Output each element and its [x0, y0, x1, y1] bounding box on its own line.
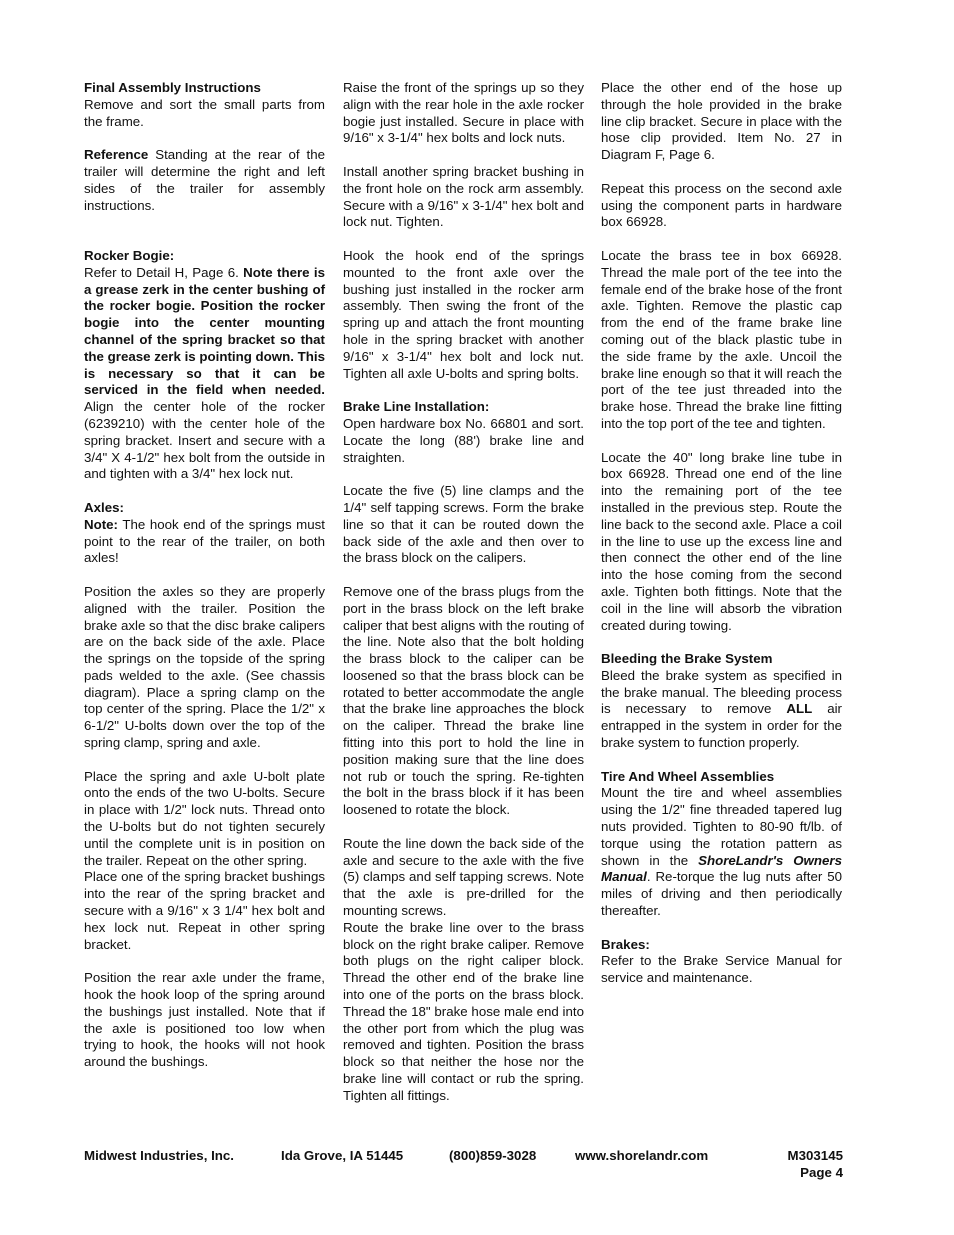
- rocker-bogie-note: Note there is a grease zerk in the center bushing of the rocker bogie. Position the rocker bogie into the center mounting channel of the spring bracket so that the grease zerk is pointing down. This is necessary so that it can be serviced in the field when needed.: [84, 264, 325, 398]
- brake-tube-paragraph: Locate the 40" long brake line tube in box 66928. Thread one end of the line into the remaining port of the tee installed in the previous step. Route the line back to the second axle. Place a coil in the line to use up the excess line and then connect the other end of the line into the hose coming from the second axle. Tighten both fittings. Note that the coil in the line will absorb the vibration created during towing.: [601, 449, 842, 633]
- rocker-bogie-section: [84, 248, 325, 483]
- tire-wheel-text-a: Mount the tire and wheel assemblies using the 1/2" fine threaded tapered lug nuts provided. Tighten to 80-90 ft/lb. of torque using the rotation pattern as shown in the: [601, 785, 842, 868]
- footer-company: Midwest Industries, Inc.: [84, 1148, 234, 1163]
- axles-note: The hook end of the springs must point to the rear of the trailer, on both axles!: [84, 516, 325, 566]
- brake-line-heading: Brake Line Installation:: [343, 399, 490, 415]
- footer-city: Ida Grove, IA 51445: [281, 1148, 404, 1163]
- footer-phone: (800)859-3028: [449, 1148, 537, 1163]
- brakes-body: Refer to the Brake Service Manual for service and maintenance.: [601, 953, 842, 986]
- axles-note-label: Note:: [84, 516, 118, 532]
- tire-wheel-heading: Tire And Wheel Assemblies: [601, 768, 775, 784]
- axles-heading: Axles:: [84, 499, 124, 515]
- brake-line-body: Open hardware box No. 66801 and sort. Locate the long (88') brake line and straighten.: [343, 415, 584, 465]
- tire-wheel-section: [601, 769, 842, 920]
- route-line-paragraph: Route the line down the back side of the axle and secure to the axle with the five (5) clamps and self tapping screws. Note that the axle is pre-drilled for the mounting screws.: [343, 835, 584, 919]
- final-assembly-body: Remove and sort the small parts from the frame.: [84, 96, 325, 129]
- reference-body: Standing at the rear of the trailer will determine the right and left sides of the trailer for assembly instructions.: [84, 147, 325, 213]
- tire-wheel-text-b: . Re-torque the lug nuts after 50 miles of driving and then periodically thereafter.: [601, 869, 842, 919]
- rear-axle-paragraph: Position the rear axle under the frame, hook the hook loop of the spring around the bushings just installed. Note that if the axle is positioned too low when trying to hook, the hooks will not hook around the bushings.: [84, 970, 325, 1070]
- bleeding-text-a: Bleed the brake system as specified in the brake manual. The bleeding process is necessary to remove: [601, 667, 842, 717]
- footer-doc-number: M303145: [787, 1148, 843, 1163]
- rocker-bogie-text-b: Align the center hole of the rocker (6239210) with the center hole of the spring bracket. Insert and secure with a 3/4" X 4-1/2" hex bolt from the outside in and tighten with a 3/4" hex lock nut.: [84, 399, 325, 482]
- route-line-right-paragraph: Route the brake line over to the brass block on the right brake caliper. Remove both plugs on the right caliper block. Thread the other end of the brake line into one of the ports on the brass block. Thread the 18" brake hose male end into the other port from which the plug was removed and tighten. Position the brass block so that neither the hose nor the brake line will contact or rub the spring. Tighten all fittings.: [343, 919, 584, 1103]
- footer-doc-info: [788, 1147, 843, 1181]
- reference-paragraph: [84, 147, 325, 214]
- raise-springs-paragraph: Raise the front of the springs up so they align with the rear hole in the axle rocker bogie just installed. Secure in place with 9/16" x 3-1/4" hex bolts and lock nuts.: [343, 80, 584, 146]
- bleeding-heading: Bleeding the Brake System: [601, 651, 773, 667]
- spring-bracket-bushings-paragraph: Place one of the spring bracket bushings into the rear of the spring bracket and secure with a 9/16" x 3 1/4" hex bolt and hex lock nut. Repeat in other spring bracket.: [84, 869, 325, 952]
- footer-website: www.shorelandr.com: [575, 1148, 709, 1163]
- owners-manual-reference: ShoreLandr's Owners Manual: [601, 852, 842, 885]
- bleeding-all: ALL: [786, 701, 813, 717]
- reference-label: Reference: [84, 147, 149, 163]
- column-2: [343, 80, 584, 1105]
- brake-line-section: [343, 399, 584, 466]
- hook-springs-paragraph: Hook the hook end of the springs mounted to the front axle over the bushing just installed in the rocker arm assembly. Then swing the front of the spring up and attach the front mounting hole in the spring bracket with another 9/16" x 3-1/4" hex bolt and lock nut. Tighten all axle U-bolts and spring bolts.: [343, 247, 584, 381]
- repeat-paragraph: Repeat this process on the second axle using the component parts in hardware box 66928.: [601, 180, 842, 230]
- brass-plugs-paragraph: Remove one of the brass plugs from the port in the brass block on the left brake caliper that best aligns with the routing of the line. Note also that the bolt holding the brass block to the caliper can be loosened so that the brass block can be rotated to better accommodate the angle that the brake line approaches the block on the caliper. Thread the brake line fitting into this port to hold the line in position making sure that the line does not rub or touch the spring. Re-tighten the bolt in the brass block if it has been loosened to rotate the block.: [343, 583, 584, 818]
- footer-page-number: Page 4: [800, 1165, 843, 1180]
- column-1: [84, 80, 325, 1071]
- final-assembly-heading: Final Assembly Instructions: [84, 80, 261, 95]
- brass-tee-paragraph: Locate the brass tee in box 66928. Thread the male port of the tee into the female end of the brake hose of the front axle. Tighten. Remove the plastic cap from the end of the frame brake line coming out of the black plastic tube in the side frame by the axle. Uncoil the brake line enough so that it will reach the port of the tee just threaded into the brake hose. Thread the brake line fitting into the top port of the tee and tighten.: [601, 247, 842, 431]
- brakes-heading: Brakes:: [601, 936, 650, 952]
- axles-section: [84, 500, 325, 567]
- install-bushing-paragraph: Install another spring bracket bushing in the front hole on the rock arm assembly. Secure with a 9/16" x 3-1/4" hex bolt and lock nut. Tighten.: [343, 163, 584, 230]
- final-assembly-section: [84, 80, 325, 130]
- ubolt-plate-paragraph: Place the spring and axle U-bolt plate onto the ends of the two U-bolts. Secure in place with 1/2" lock nuts. Thread onto the U-bolts but do not tighten securely until the complete unit is in position on the trailer. Repeat on the other spring.: [84, 768, 325, 868]
- bleeding-section: [601, 651, 842, 752]
- hose-paragraph: Place the other end of the hose up through the hole provided in the brake line clip bracket. Secure in place with the hose clip provided. Item No. 27 in Diagram F, Page 6.: [601, 80, 842, 163]
- bleeding-text-b: air entrapped in the system in order for the brake system to function properly.: [601, 701, 842, 751]
- brakes-section: [601, 937, 842, 987]
- position-axles-paragraph: Position the axles so they are properly aligned with the trailer. Position the brake axle so that the disc brake calipers are on the back side of the axle. Place the springs on the topside of the spring pads welded to the axle. (See chassis diagram). Place a spring clamp on the top center of the spring. Place the 1/2" x 6-1/2" U-bolts down over the top of the spring clamp, spring and axle.: [84, 583, 325, 751]
- line-clamps-paragraph: Locate the five (5) line clamps and the 1/4" self tapping screws. Form the brake line so that it can be routed down the back side of the axle and then over to the brass block on the calipers.: [343, 483, 584, 566]
- column-3: [601, 80, 842, 987]
- rocker-bogie-heading: Rocker Bogie:: [84, 247, 175, 263]
- rocker-bogie-text-a: Refer to Detail H, Page 6.: [84, 264, 244, 280]
